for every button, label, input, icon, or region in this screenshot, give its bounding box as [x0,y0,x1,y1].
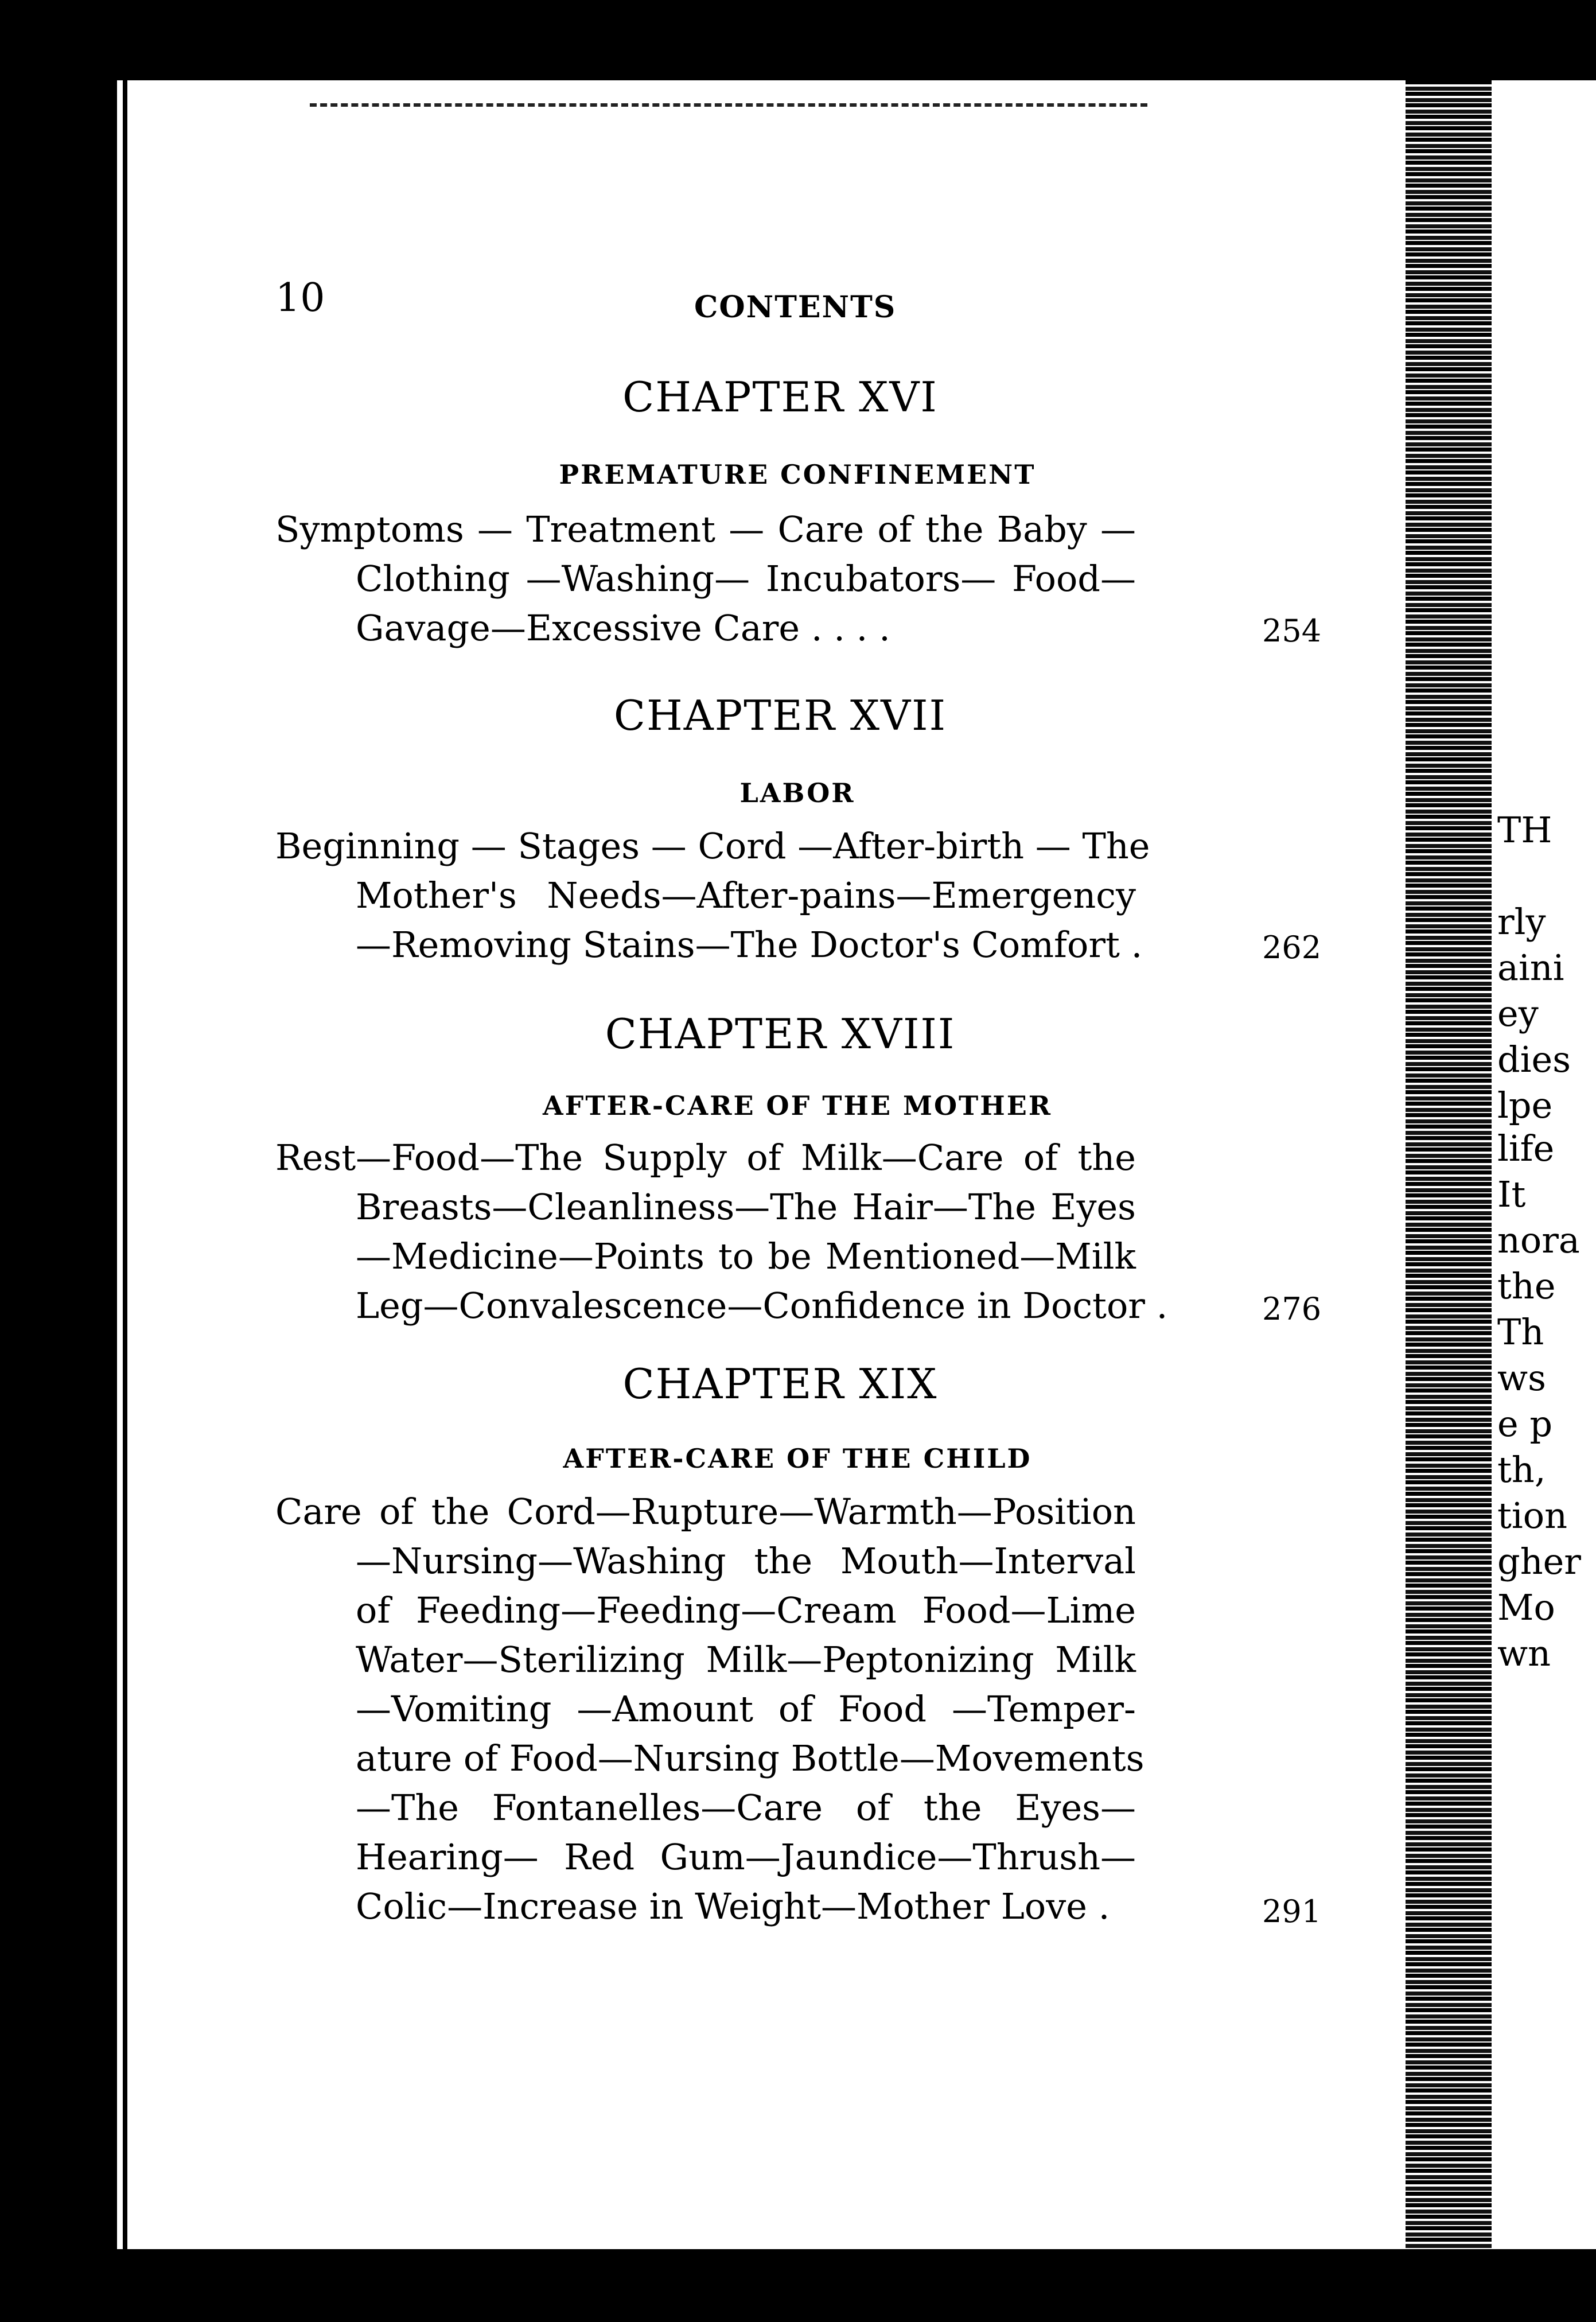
chapter-subtitle: PREMATURE CONFINEMENT [559,459,1036,490]
entry-line: —Vomiting —Amount of Food —Temper- [356,1688,1136,1730]
entry-line: Clothing —Washing— Incubators— Food— [356,558,1136,600]
chapter-entry [275,1133,1262,1331]
entry-line: of Feeding—Feeding—Cream Food—Lime [356,1589,1136,1631]
facing-page-text: aini [1497,947,1564,989]
facing-page-text: wn [1497,1632,1551,1674]
entry-line: Care of the Cord—Rupture—Warmth—Position [275,1491,1136,1533]
facing-page-text: ey [1497,993,1539,1034]
chapter-entry [275,505,1262,653]
facing-page-text: gher [1497,1541,1581,1582]
chapter-entry [275,1487,1262,1931]
chapter-entry [275,822,1262,970]
entry-line: Hearing— Red Gum—Jaundice—Thrush— [356,1836,1136,1878]
chapter-title: CHAPTER XVI [622,373,938,421]
page-ref: 291 [1262,1893,1322,1930]
facing-page-text: lpe [1497,1084,1553,1126]
facing-page-text: nora [1497,1219,1580,1261]
facing-page-text: TH [1497,809,1552,851]
facing-page-text: Th [1497,1311,1544,1353]
entry-line: —The Fontanelles—Care of the Eyes— [356,1787,1136,1829]
facing-page-text: ws [1497,1357,1546,1399]
entry-line: Beginning — Stages — Cord —After-birth — The [275,825,1150,867]
entry-line: —Medicine—Points to be Mentioned—Milk [356,1235,1136,1277]
entry-line: Mother's Needs—After-pains—Emergency [356,874,1136,916]
facing-page-text: th, [1497,1449,1546,1491]
facing-page-text: dies [1497,1039,1571,1080]
facing-page-text: It [1497,1173,1526,1215]
chapter-subtitle: LABOR [739,777,855,808]
facing-page-text: rly [1497,901,1546,943]
entry-line: Water—Sterilizing Milk—Peptonizing Milk [356,1639,1136,1681]
facing-page-text: tion [1497,1495,1568,1537]
page-left-edge-line [123,80,127,2249]
page-ref: 262 [1262,929,1322,966]
entry-line: Symptoms — Treatment — Care of the Baby — [275,508,1136,550]
page-ref: 254 [1262,613,1322,649]
chapter-subtitle: AFTER-CARE OF THE MOTHER [542,1090,1053,1121]
page-ref: 276 [1262,1291,1322,1327]
entry-line: —Removing Stains—The Doctor's Comfort . [356,924,1143,966]
entry-line: Colic—Increase in Weight—Mother Love . [356,1885,1110,1927]
entry-line: Gavage—Excessive Care . . . . [356,607,890,649]
page-torn-edge [1406,80,1492,2249]
chapter-title: CHAPTER XVIII [605,1010,956,1058]
chapter-title: CHAPTER XVII [613,691,947,740]
entry-line: Leg—Convalescence—Confidence in Doctor . [356,1285,1168,1327]
entry-line: Rest—Food—The Supply of Milk—Care of the [275,1137,1136,1178]
page-number: 10 [275,275,325,321]
facing-page-text: life [1497,1127,1555,1169]
facing-page-text: e p [1497,1403,1553,1445]
facing-page-text: the [1497,1265,1556,1307]
chapter-title: CHAPTER XIX [622,1360,938,1408]
facing-page-text: Mo [1497,1586,1555,1628]
entry-line: Breasts—Cleanliness—The Hair—The Eyes [356,1186,1136,1228]
chapter-subtitle: AFTER-CARE OF THE CHILD [563,1443,1032,1474]
facing-page-fragment [1492,80,1596,2249]
page-left-edge [103,80,117,2249]
top-smudge-rule [310,103,1147,107]
entry-line: —Nursing—Washing the Mouth—Interval [356,1540,1136,1582]
entry-line: ature of Food—Nursing Bottle—Movements [356,1737,1145,1779]
running-head: CONTENTS [694,290,897,325]
